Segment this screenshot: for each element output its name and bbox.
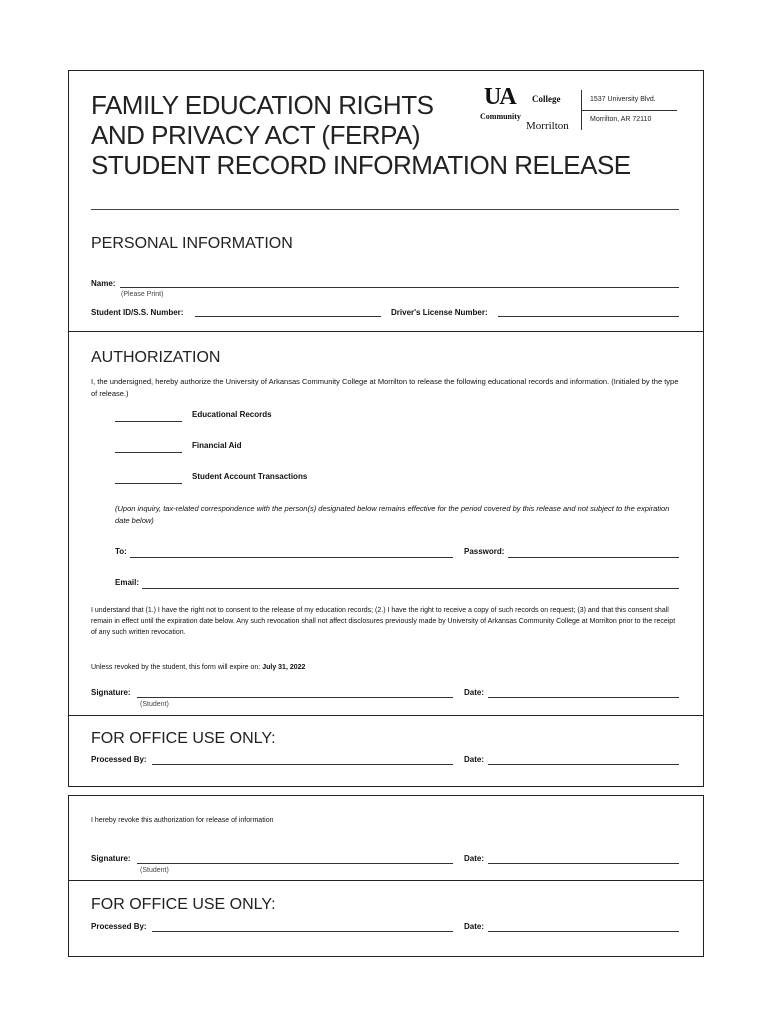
signature-field[interactable] [137,697,453,698]
office-use-heading-2: FOR OFFICE USE ONLY: [91,896,276,913]
initial-account-transactions[interactable] [115,483,182,484]
rights-statement: I understand that (1.) I have the right not to consent to the release of my education records; (2.) I have the right to receive a copy of such records on request; (3) and that this consent shall remain in effect until the expiration date below. Any such revocation shall not affect disclosures previously made by University of Arkansas Community College at Morrilton prior to the receipt of any such written revocation. [91,607,676,636]
revoke-statement: I hereby revoke this authorization for release of information [91,817,274,824]
personal-info-heading: PERSONAL INFORMATION [91,235,293,252]
revoke-signature-hint: (Student) [140,867,169,874]
date-label: Date: [464,688,485,697]
revoke-date-field[interactable] [488,863,679,864]
date-field[interactable] [488,697,679,698]
initial-financial-aid[interactable] [115,452,182,453]
option-account-transactions: Student Account Transactions [192,472,308,481]
expire-date: July 31, 2022 [262,664,306,671]
section-divider [68,715,703,716]
title-line: FAMILY EDUCATION RIGHTS [91,90,434,120]
signature-hint: (Student) [140,701,169,708]
title-line: STUDENT RECORD INFORMATION RELEASE [91,150,631,180]
authorization-intro: I, the undersigned, hereby authorize the University of Arkansas Community College at Morrilton to release the following educational records and information. (Initialed by the type of release.) [91,377,679,398]
office-use-heading: FOR OFFICE USE ONLY: [91,730,276,747]
revoke-signature-field[interactable] [137,863,453,864]
logo-community: Community [480,112,521,121]
authorization-heading: AUTHORIZATION [91,349,221,366]
office-date-field-2[interactable] [488,931,679,932]
logo-college: College [532,94,561,104]
address-divider [581,110,677,111]
license-field[interactable] [498,316,679,317]
revoke-date-label: Date: [464,854,485,863]
expiration-statement [91,662,305,674]
address-line-2: Morrilton, AR 72110 [590,116,652,123]
name-hint: (Please Print) [121,291,164,298]
email-label: Email: [115,578,140,587]
logo-morrilton: Morrilton [526,120,569,132]
processed-by-label-2: Processed By: [91,922,147,931]
to-field[interactable] [130,557,453,558]
college-logo [480,84,578,134]
initial-educational-records[interactable] [115,421,182,422]
logo-letters: UA [484,84,515,110]
to-label: To: [115,547,127,556]
processed-by-label: Processed By: [91,755,147,764]
license-label: Driver's License Number: [391,308,488,317]
section-divider [68,880,703,881]
section-divider [68,331,703,332]
student-id-field[interactable] [195,316,381,317]
expire-text: Unless revoked by the student, this form will expire on: [91,664,261,671]
processed-by-field[interactable] [152,764,453,765]
name-label: Name: [91,279,116,288]
password-label: Password: [464,547,505,556]
title-line: AND PRIVACY ACT (FERPA) [91,120,420,150]
signature-label: Signature: [91,688,131,697]
title-rule [91,209,679,210]
office-date-field[interactable] [488,764,679,765]
processed-by-field-2[interactable] [152,931,453,932]
name-field[interactable] [120,287,679,288]
option-financial-aid: Financial Aid [192,441,242,450]
tax-note: (Upon inquiry, tax-related correspondence with the person(s) designated below remains effective for the period covered by this release and not subject to the expiration date below) [115,504,670,525]
revoke-signature-label: Signature: [91,854,131,863]
address-line-1: 1537 University Blvd. [590,96,656,103]
email-field[interactable] [142,588,679,589]
office-date-label-2: Date: [464,922,485,931]
password-field[interactable] [508,557,679,558]
office-date-label: Date: [464,755,485,764]
student-id-label: Student ID/S.S. Number: [91,308,184,317]
option-educational-records: Educational Records [192,410,272,419]
